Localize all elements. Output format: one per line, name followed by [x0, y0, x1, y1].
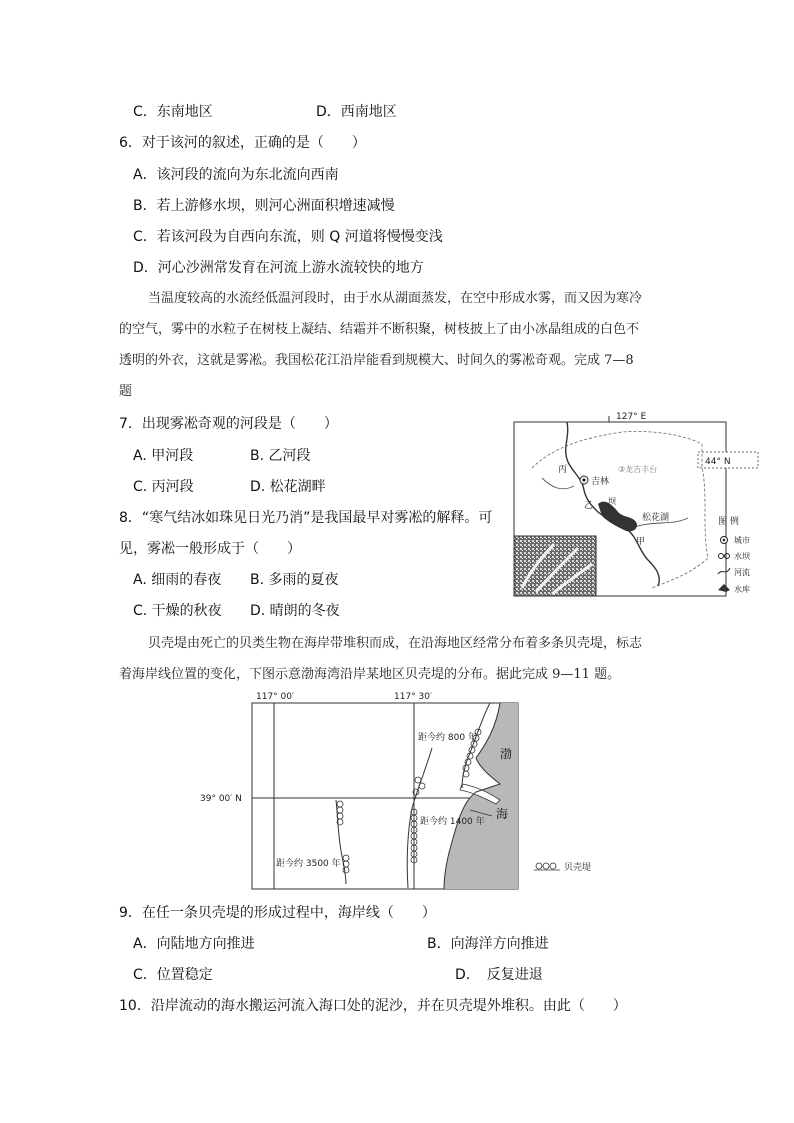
legend-shell-ridge-label: 贝壳堤: [564, 863, 592, 873]
shell-ridge-map: [200, 688, 630, 892]
q9-option-a: A．向陆地方向推进: [133, 936, 255, 952]
legend-lake-label: 水库: [734, 585, 750, 594]
q8-option-b: B. 多雨的夏夜: [250, 572, 339, 588]
shell-passage-line-2: 着海岸线位置的变化，下图示意渤海湾沿岸某地区贝壳堤的分布。据此完成 9—11 题。: [119, 667, 621, 682]
age-3500-label: 距今约 3500 年: [276, 859, 341, 869]
q10-stem: 10．沿岸流动的海水搬运河流入海口处的泥沙，并在贝壳堤外堆积。由此（ ）: [119, 998, 627, 1014]
rime-passage-line-1: 当温度较高的水流经低温河段时，由于水从湖面蒸发，在空中形成水雾，而又因为寒冷: [148, 291, 643, 306]
q6-option-a: A．该河段的流向为东北流向西南: [133, 167, 339, 183]
lake-label: 松花湖: [642, 513, 670, 523]
lat-39-label: 39° 00′ N: [200, 794, 242, 804]
q5-option-d: D．西南地区: [316, 104, 397, 120]
rime-passage-line-3: 透明的外衣，这就是雾凇。我国松花江沿岸能看到规模大、时间久的雾凇奇观。完成 7—8: [119, 353, 634, 368]
q8-stem-line-2: 见，雾凇一般形成于（ ）: [119, 541, 301, 557]
legend-river-label: 河流: [734, 568, 750, 577]
reach-bing-label: 丙: [558, 465, 568, 475]
q9-option-c: C．位置稳定: [133, 967, 213, 983]
reach-jia-label: 甲: [636, 537, 646, 547]
city-jilin-label: 吉林: [591, 477, 610, 487]
q7-option-d: D. 松花湖畔: [250, 479, 326, 495]
reach-yi-label: 乙: [584, 501, 594, 511]
dam-label: 坝: [608, 497, 616, 506]
lon-117-00-label: 117° 00′: [256, 692, 295, 702]
shell-passage-line-1: 贝壳堤由死亡的贝类生物在海岸带堆积而成，在沿海地区经常分布着多条贝壳堤，标志: [148, 636, 643, 651]
sea-label-hai: 海: [496, 807, 509, 821]
q6-stem: 6．对于该河的叙述，正确的是（ ）: [119, 135, 366, 151]
lon-117-30-label: 117° 30′: [394, 692, 433, 702]
region-label: ③龙吉丰台: [618, 465, 658, 474]
q6-option-c: C．若该河段为自西向东流，则 Q 河道将慢慢变浅: [133, 229, 443, 245]
age-800-label: 距今约 800 年: [418, 733, 477, 743]
q8-stem-line-1: 8．“寒气结冰如珠见日光乃消”是我国最早对雾凇的解释。可: [119, 510, 493, 526]
q5-option-c: C．东南地区: [133, 104, 213, 120]
q6-option-d: D．河心沙洲常发育在河流上游水流较快的地方: [133, 260, 424, 276]
legend-city-label: 城市: [734, 536, 750, 545]
q7-option-b: B. 乙河段: [250, 448, 311, 464]
rime-passage-line-4: 题: [119, 384, 133, 399]
q9-option-d: D． 反复进退: [455, 967, 543, 983]
legend-shell-ridge-icon: [534, 863, 560, 870]
q7-option-c: C. 丙河段: [133, 479, 194, 495]
q8-option-a: A. 细雨的春夜: [133, 572, 222, 588]
rime-passage-line-2: 的空气，雾中的水粒子在树枝上凝结、结霜并不断积聚，树枝披上了由小冰晶组成的白色不: [119, 322, 640, 337]
q8-option-d: D. 晴朗的冬夜: [250, 603, 340, 619]
map-longitude-label: 127° E: [616, 412, 647, 422]
age-1400-label: 距今约 1400 年: [420, 817, 485, 827]
songhua-river-map: [512, 408, 764, 598]
q7-stem: 7．出现雾凇奇观的河段是（ ）: [119, 416, 338, 432]
q6-option-b: B．若上游修水坝，则河心洲面积增速减慢: [133, 198, 395, 214]
q8-option-c: C. 干燥的秋夜: [133, 603, 222, 619]
map-latitude-label: 44° N: [705, 457, 731, 467]
legend-title: 图 例: [718, 517, 739, 527]
q7-option-a: A. 甲河段: [133, 448, 194, 464]
sea-label-bo: 渤: [500, 747, 513, 761]
legend-dam-label: 水坝: [734, 552, 750, 561]
q9-option-b: B．向海洋方向推进: [427, 936, 549, 952]
q9-stem: 9．在任一条贝壳堤的形成过程中，海岸线（ ）: [119, 905, 436, 921]
